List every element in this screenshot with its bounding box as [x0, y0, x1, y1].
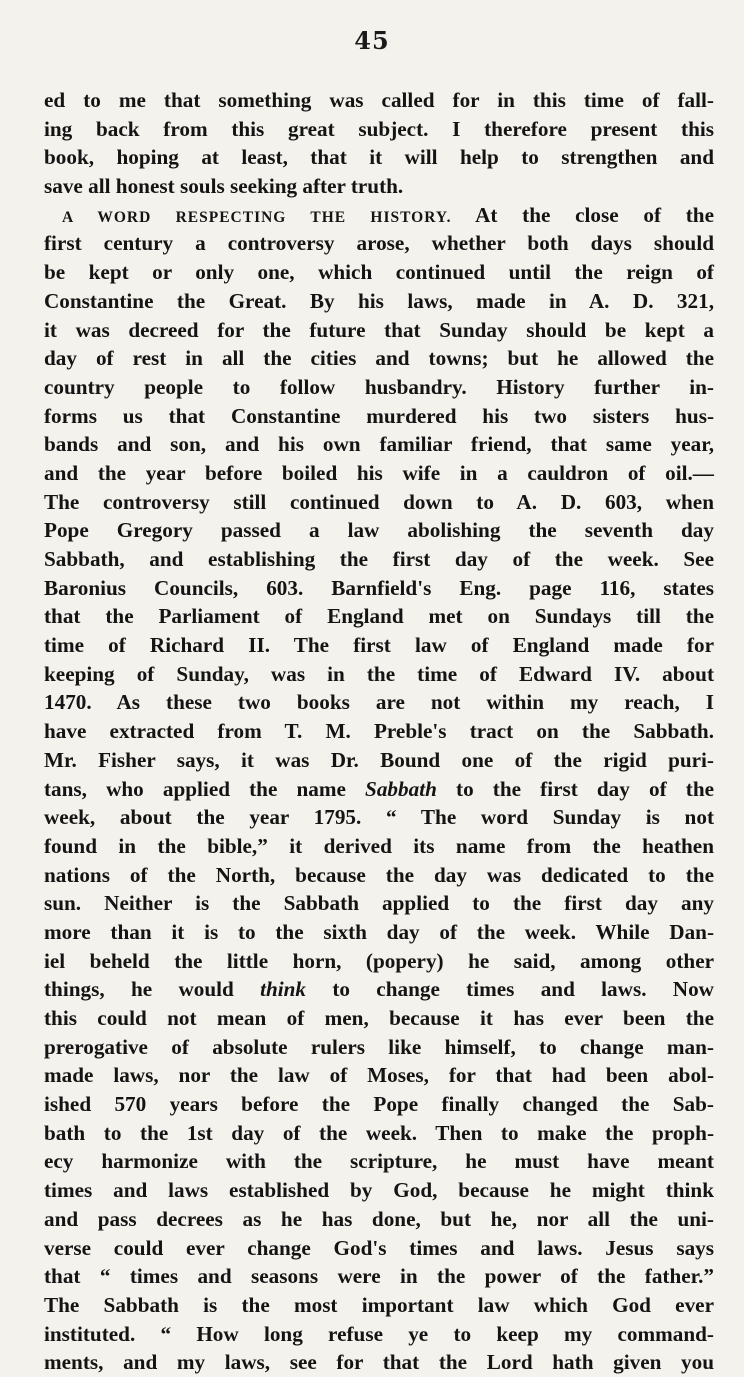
text-line	[44, 574, 714, 603]
text-line	[44, 545, 714, 574]
text-line	[44, 1348, 714, 1377]
text-line	[44, 775, 714, 804]
text-segment: book, hoping at least, that it will help to strengthen and	[44, 145, 714, 170]
text-line	[44, 143, 714, 172]
text-line	[44, 688, 714, 717]
text-segment: Sabbath, and establishing the first day of the week. See	[44, 547, 714, 571]
text-segment: made laws, nor the law of Moses, for that had been abol-	[44, 1063, 714, 1088]
text-segment: it was decreed for the future that Sunday should be kept a	[44, 317, 714, 342]
text-segment: iel beheld the little horn, (popery) he said, among other	[44, 948, 714, 973]
text-segment: that “ times and seasons were in the power of the father.”	[44, 1264, 714, 1289]
text-segment: Mr. Fisher says, it was Dr. Bound one of the rigid puri-	[44, 747, 714, 772]
text-segment: ments, and my laws, see for that the Lord hath given you	[44, 1350, 714, 1375]
text-segment: to the first day of the	[436, 776, 715, 801]
text-segment: ecy harmonize with the scripture, he must have meant	[44, 1149, 714, 1174]
text-line	[44, 832, 714, 861]
text-segment: nations of the North, because the day was dedicated to the	[44, 862, 714, 887]
text-line	[44, 86, 714, 115]
text-segment: prerogative of absolute rulers like himself, to change man-	[44, 1034, 714, 1059]
text-line	[44, 746, 714, 775]
text-segment: forms us that Constantine murdered his two sisters hus-	[44, 403, 714, 428]
text-line	[44, 373, 714, 402]
text-line	[44, 1205, 714, 1234]
text-segment: be kept or only one, which continued until the reign of	[44, 260, 714, 285]
page-number: 45	[354, 26, 390, 55]
text-line	[44, 717, 714, 746]
text-segment: things, he would	[44, 977, 261, 1002]
text-segment: verse could ever change God's times and laws. Jesus says	[44, 1235, 714, 1260]
text-segment: that the Parliament of England met on Sundays till the	[44, 604, 714, 629]
text-line	[44, 1090, 714, 1119]
text-segment: and pass decrees as he has done, but he, nor all the uni-	[44, 1206, 714, 1231]
text-segment: times and laws established by God, because he might think	[44, 1178, 714, 1203]
text-segment: 1470. As these two books are not within my reach, I	[44, 690, 714, 715]
text-segment: found in the bible,” it derived its name from the heathen	[44, 833, 714, 858]
text-line	[44, 287, 714, 316]
text-line	[44, 1004, 714, 1033]
text-segment: more than it is to the sixth day of the week. While Dan-	[44, 919, 714, 944]
text-line	[44, 631, 714, 660]
text-segment: keeping of Sunday, was in the time of Edward IV. about	[44, 661, 714, 686]
text-line	[44, 918, 714, 947]
text-line	[44, 660, 714, 689]
text-segment: bath to the 1st day of the week. Then to make the proph-	[44, 1120, 714, 1145]
text-segment: day of rest in all the cities and towns; but he allowed the	[44, 346, 714, 371]
italic-word: think	[260, 977, 307, 1002]
text-line	[44, 1176, 714, 1205]
text-segment: ing back from this great subject. I therefore present this	[44, 116, 714, 141]
text-line	[44, 1147, 714, 1176]
text-line	[44, 201, 714, 230]
text-segment: bands and son, and his own familiar friend, that same year,	[44, 432, 714, 457]
text-line	[44, 258, 714, 287]
text-segment: have extracted from T. M. Preble's tract on the Sabbath.	[44, 719, 714, 744]
section-heading: A WORD RESPECTING THE HISTORY.	[62, 208, 452, 226]
text-segment: The controversy still continued down to A. D. 603, when	[44, 489, 714, 514]
text-segment: Baronius Councils, 603. Barnfield's Eng. page 116, states	[44, 575, 714, 600]
italic-word: Sabbath	[365, 776, 437, 801]
text-segment: and the year before boiled his wife in a cauldron of oil.—	[44, 460, 714, 485]
text-line	[44, 975, 714, 1004]
text-line	[44, 602, 714, 631]
text-segment: The Sabbath is the most important law which God ever	[44, 1292, 714, 1317]
text-line	[44, 889, 714, 918]
text-line	[44, 1291, 714, 1320]
text-segment: save all honest souls seeking after truth.	[44, 174, 404, 199]
text-segment: country people to follow husbandry. History further in-	[44, 374, 714, 399]
text-segment: week, about the year 1795. “ The word Sunday is not	[44, 805, 714, 830]
text-segment: time of Richard II. The first law of England made for	[44, 633, 714, 658]
text-line	[44, 344, 714, 373]
text-line	[44, 861, 714, 890]
text-segment: At the close of the	[451, 202, 714, 227]
text-line	[44, 803, 714, 832]
text-line	[44, 316, 714, 345]
text-line	[44, 947, 714, 976]
text-line	[44, 488, 714, 517]
text-line	[44, 1061, 714, 1090]
text-line	[44, 229, 714, 258]
text-line	[44, 115, 714, 144]
text-line	[44, 1262, 714, 1291]
text-line	[44, 1320, 714, 1349]
text-line	[44, 402, 714, 431]
text-segment: ed to me that something was called for in this time of fall-	[44, 88, 714, 112]
text-line	[44, 1033, 714, 1062]
text-line	[44, 172, 714, 201]
text-segment: to change times and laws. Now	[306, 977, 714, 1002]
text-segment: this could not mean of men, because it has ever been the	[44, 1006, 714, 1030]
text-segment: instituted. “ How long refuse ye to keep my command-	[44, 1321, 714, 1346]
text-line	[44, 1119, 714, 1148]
text-segment: ished 570 years before the Pope finally changed the Sab-	[44, 1092, 714, 1117]
text-segment: Pope Gregory passed a law abolishing the seventh day	[44, 518, 714, 543]
text-segment: first century a controversy arose, whether both days should	[44, 231, 714, 256]
text-segment: tans, who applied the name	[44, 776, 366, 801]
text-line	[44, 430, 714, 459]
text-line	[44, 459, 714, 488]
text-segment: Constantine the Great. By his laws, made in A. D. 321,	[44, 288, 714, 313]
body-text	[44, 86, 714, 1377]
text-segment: sun. Neither is the Sabbath applied to the first day any	[44, 891, 714, 916]
text-line	[44, 516, 714, 545]
